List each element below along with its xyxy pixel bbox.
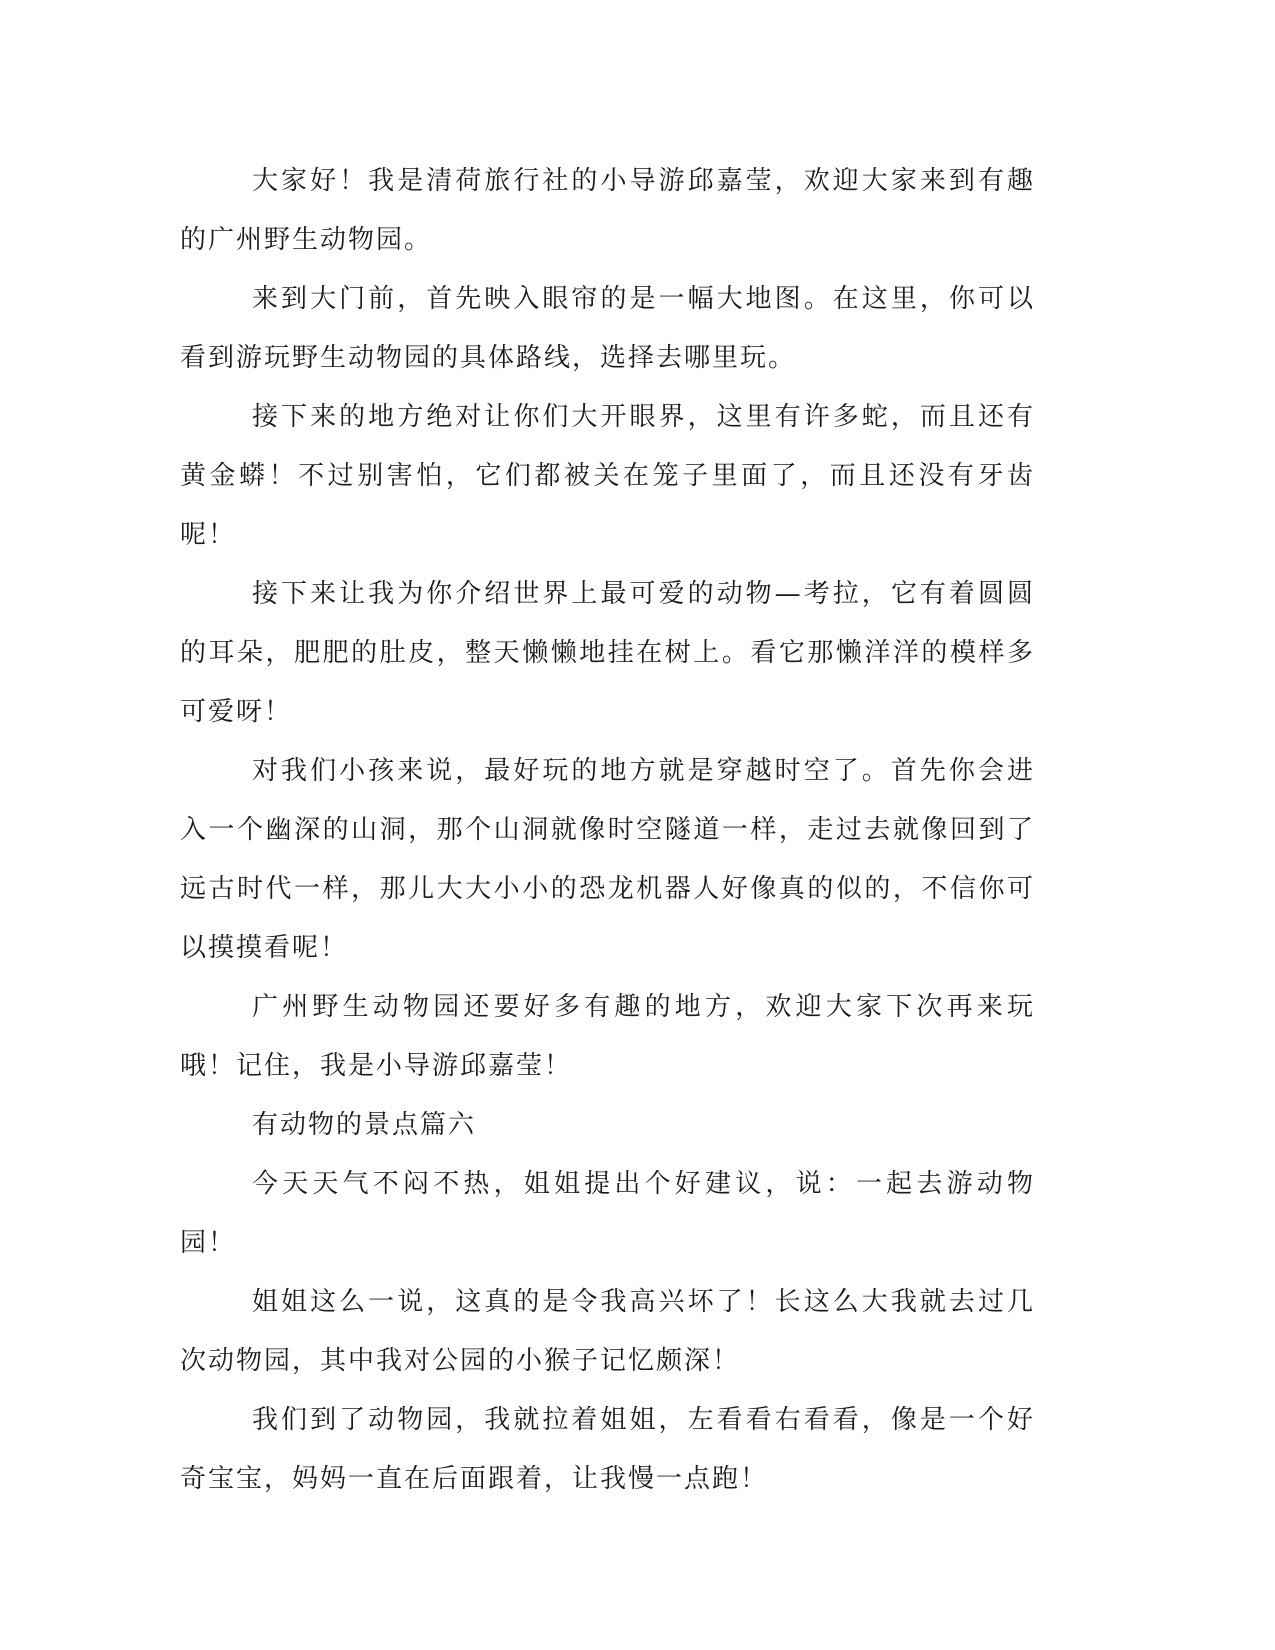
paragraph-map: 来到大门前，首先映入眼帘的是一幅大地图。在这里，你可以看到游玩野生动物园的具体路线，选择去哪里玩。	[180, 284, 1035, 373]
section-heading: 有动物的景点篇六	[252, 1110, 477, 1140]
paragraph-excited: 姐姐这么一说，这真的是令我高兴坏了！长这么大我就去过几次动物园，其中我对公园的小猴子记忆颇深！	[180, 1287, 1035, 1376]
paragraph-farewell: 广州野生动物园还要好多有趣的地方，欢迎大家下次再来玩哦！记住，我是小导游邱嘉莹！	[180, 992, 1035, 1081]
paragraph-arrival: 我们到了动物园，我就拉着姐姐，左看看右看看，像是一个好奇宝宝，妈妈一直在后面跟着，让我慢一点跑！	[180, 1405, 1035, 1494]
paragraph-welcome: 大家好！我是清荷旅行社的小导游邱嘉莹，欢迎大家来到有趣的广州野生动物园。	[180, 166, 1035, 255]
paragraph-weather: 今天天气不闷不热，姐姐提出个好建议，说：一起去游动物园！	[180, 1169, 1035, 1258]
paragraph-snakes: 接下来的地方绝对让你们大开眼界，这里有许多蛇，而且还有黄金蟒！不过别害怕，它们都被关在笼子里面了，而且还没有牙齿呢！	[180, 402, 1035, 550]
paragraph-koala: 接下来让我为你介绍世界上最可爱的动物—考拉，它有着圆圆的耳朵，肥肥的肚皮，整天懒懒地挂在树上。看它那懒洋洋的模样多可爱呀！	[180, 579, 1035, 727]
document-page	[180, 152, 1035, 1509]
paragraph-time-travel: 对我们小孩来说，最好玩的地方就是穿越时空了。首先你会进入一个幽深的山洞，那个山洞就像时空隧道一样，走过去就像回到了远古时代一样，那儿大大小小的恐龙机器人好像真的似的，不信你可以摸摸看呢！	[180, 756, 1035, 963]
